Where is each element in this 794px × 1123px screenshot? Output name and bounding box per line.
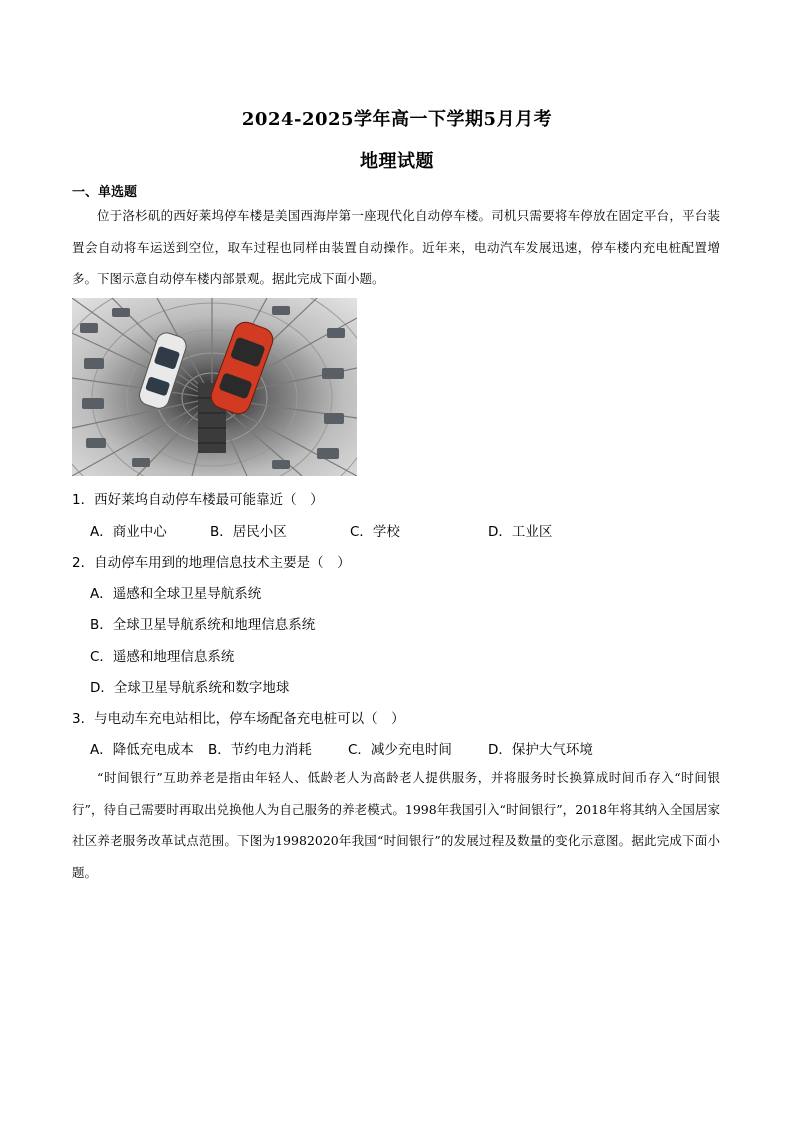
q2-option-d[interactable]: D．全球卫星导航系统和数字地球: [90, 680, 290, 696]
q3-option-a[interactable]: A．降低充电成本: [90, 742, 194, 758]
passage-parking: 位于洛杉矶的西好莱坞停车楼是美国西海岸第一座现代化自动停车楼。司机只需要将车停放在固定平台，平台装置会自动将车运送到空位，取车过程也同样由装置自动操作。近年来，电动汽车发展迅速，停车楼内充电桩配置增多。下图示意自动停车楼内部景观。据此完成下面小题。: [72, 208, 720, 286]
passage-time-bank: “时间银行”互助养老是指由年轻人、低龄老人为高龄老人提供服务，并将服务时长换算成时间币存入“时间银行”，待自己需要时再取出兑换他人为自己服务的养老模式。1998年我国引入“时间银行”，2018年将其纳入全国居家社区养老服务改革试点范围。下图为19982020年我国“时间银行”的发展过程及数量的变化示意图。据此完成下面小题。: [72, 770, 720, 880]
question-2-stem: 2．自动停车用到的地理信息技术主要是（ ）: [72, 555, 351, 571]
question-1-stem: 1．西好莱坞自动停车楼最可能靠近（ ）: [72, 492, 324, 508]
q3-option-d[interactable]: D．保护大气环境: [488, 742, 593, 758]
q3-option-b[interactable]: B．节约电力消耗: [208, 742, 312, 758]
section-heading: 一、单选题: [72, 185, 138, 200]
q2-option-a[interactable]: A．遥感和全球卫星导航系统: [90, 586, 262, 602]
exam-subtitle: 地理试题: [360, 151, 434, 172]
q2-option-b[interactable]: B．全球卫星导航系统和地理信息系统: [90, 617, 316, 633]
q3-option-c[interactable]: C．减少充电时间: [348, 742, 452, 758]
q1-option-c[interactable]: C．学校: [350, 524, 400, 540]
parking-tower-photo: [72, 298, 357, 476]
q2-option-c[interactable]: C．遥感和地理信息系统: [90, 649, 235, 665]
q1-option-a[interactable]: A．商业中心: [90, 524, 167, 540]
q1-option-b[interactable]: B．居民小区: [210, 524, 287, 540]
exam-title: 2024-2025学年高一下学期5月月考: [241, 109, 553, 130]
question-3-stem: 3．与电动车充电站相比，停车场配备充电桩可以（ ）: [72, 711, 405, 727]
q1-option-d[interactable]: D．工业区: [488, 524, 553, 540]
